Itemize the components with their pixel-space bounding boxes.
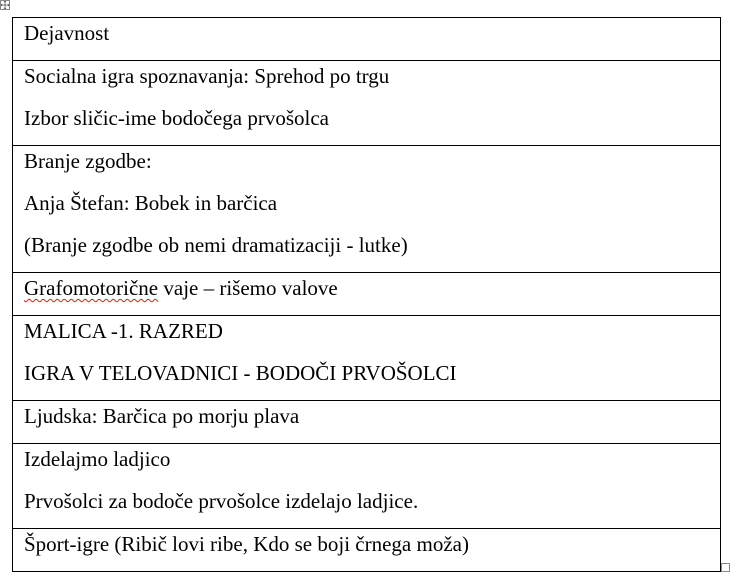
table-row [13,146,721,273]
cell-line: Socialna igra spoznavanja: Sprehod po trgu [24,64,390,88]
cell-line: (Branje zgodbe ob nemi dramatizaciji - lutke) [24,233,408,257]
table-row [13,316,721,401]
table-move-icon[interactable] [0,0,10,10]
table-row [13,273,721,316]
table-row [13,61,721,146]
cell-line: Anja Štefan: Bobek in barčica [24,191,278,215]
cell-line: Ljudska: Barčica po morju plava [24,404,300,428]
table-header-row [13,18,721,61]
cell-line-rest: vaje – rišemo valove [158,276,338,300]
cell-line: Šport-igre (Ribič lovi ribe, Kdo se boji črnega moža) [24,532,469,556]
header-text: Dejavnost [24,21,110,45]
cell-line: MALICA -1. RAZRED [24,319,223,343]
table-row [13,444,721,529]
table-cell[interactable] [13,444,721,529]
cell-line: Izbor sličic-ime bodočega prvošolca [24,106,329,130]
misspelled-word[interactable]: Grafomotorične [24,276,159,300]
table-cell[interactable] [13,529,721,572]
cell-line [24,273,720,315]
table-cell-header[interactable] [13,18,721,61]
table-cell[interactable] [13,273,721,316]
cell-line: IGRA V TELOVADNICI - BODOČI PRVOŠOLCI [24,361,457,385]
table-cell[interactable] [13,61,721,146]
activities-table [12,17,721,572]
table-cell[interactable] [13,146,721,273]
table-cell[interactable] [13,401,721,444]
table-resize-icon[interactable] [721,563,730,572]
table-row [13,401,721,444]
cell-line: Prvošolci za bodoče prvošolce izdelajo ladjice. [24,489,419,513]
table-row [13,529,721,572]
cell-line: Branje zgodbe: [24,149,152,173]
table-cell[interactable] [13,316,721,401]
cell-line: Izdelajmo ladjico [24,447,171,471]
